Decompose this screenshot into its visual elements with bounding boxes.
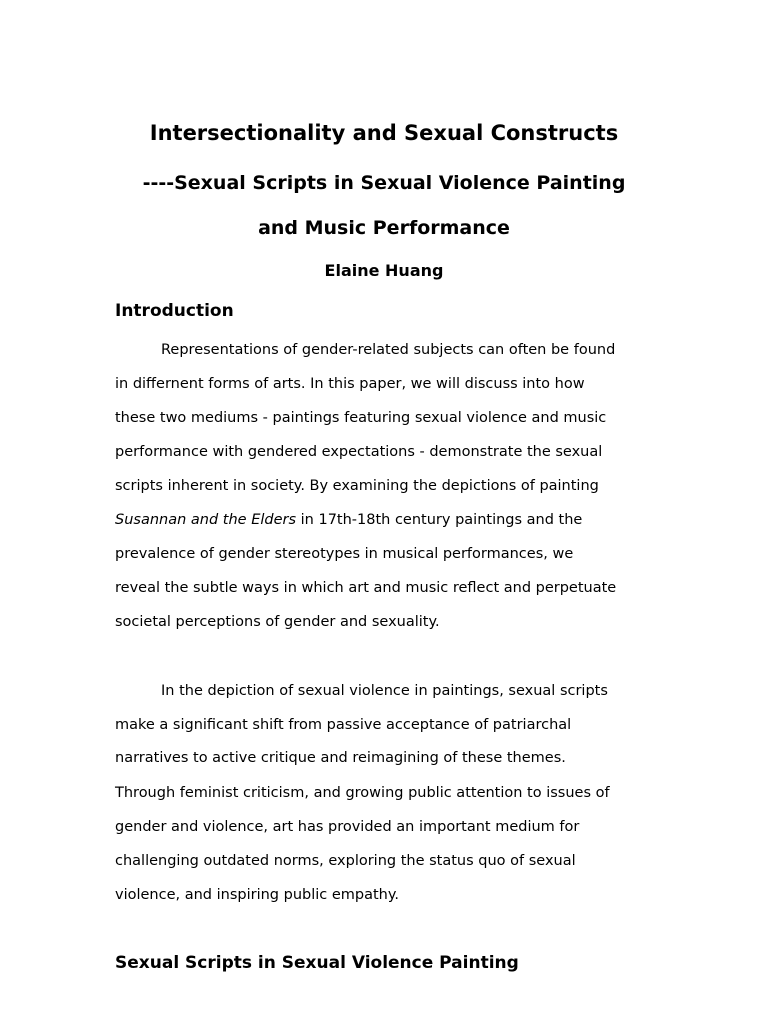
- paragraph-1-line-6: [115, 510, 582, 530]
- paragraph-2-line-4: Through feminist criticism, and growing public attention to issues of: [115, 785, 610, 801]
- painting-title-susannan-and-the-elders: Susannan and the Elders: [115, 512, 297, 528]
- paragraph-1-line-6-rest: in 17th-18th century paintings and the: [296, 512, 583, 528]
- document-title: Intersectionality and Sexual Constructs: [149, 121, 619, 145]
- paragraph-2-line-2: make a significant shift from passive acceptance of patriarchal: [115, 717, 572, 733]
- paragraph-1-line-3: these two mediums - paintings featuring sexual violence and music: [115, 410, 607, 426]
- paragraph-1-line-8: reveal the subtle ways in which art and music reflect and perpetuate: [115, 580, 617, 596]
- paragraph-1-line-2: in differnent forms of arts. In this paper, we will discuss into how: [115, 376, 585, 392]
- introduction-heading: Introduction: [115, 301, 234, 321]
- section-heading-sexual-scripts: Sexual Scripts in Sexual Violence Painting: [115, 953, 519, 973]
- paragraph-2-line-5: gender and violence, art has provided an important medium for: [115, 819, 580, 835]
- paragraph-1-line-7: prevalence of gender stereotypes in musical performances, we: [115, 546, 574, 562]
- paragraph-1-line-1: Representations of gender-related subjects can often be found: [161, 342, 616, 358]
- document-subtitle-line-2: and Music Performance: [258, 217, 510, 239]
- paragraph-2-line-1: In the depiction of sexual violence in paintings, sexual scripts: [161, 683, 608, 699]
- paragraph-1-line-5: scripts inherent in society. By examining the depictions of painting: [115, 478, 599, 494]
- paragraph-2-line-3: narratives to active critique and reimagining of these themes.: [115, 750, 566, 766]
- paragraph-2-line-6: challenging outdated norms, exploring the status quo of sexual: [115, 853, 576, 869]
- paragraph-2-line-7: violence, and inspiring public empathy.: [115, 887, 399, 903]
- document-subtitle-line-1: ----Sexual Scripts in Sexual Violence Painting: [142, 172, 626, 194]
- document-author: Elaine Huang: [324, 261, 444, 280]
- paragraph-1-line-9: societal perceptions of gender and sexuality.: [115, 614, 440, 630]
- paragraph-1-line-4: performance with gendered expectations - demonstrate the sexual: [115, 444, 603, 460]
